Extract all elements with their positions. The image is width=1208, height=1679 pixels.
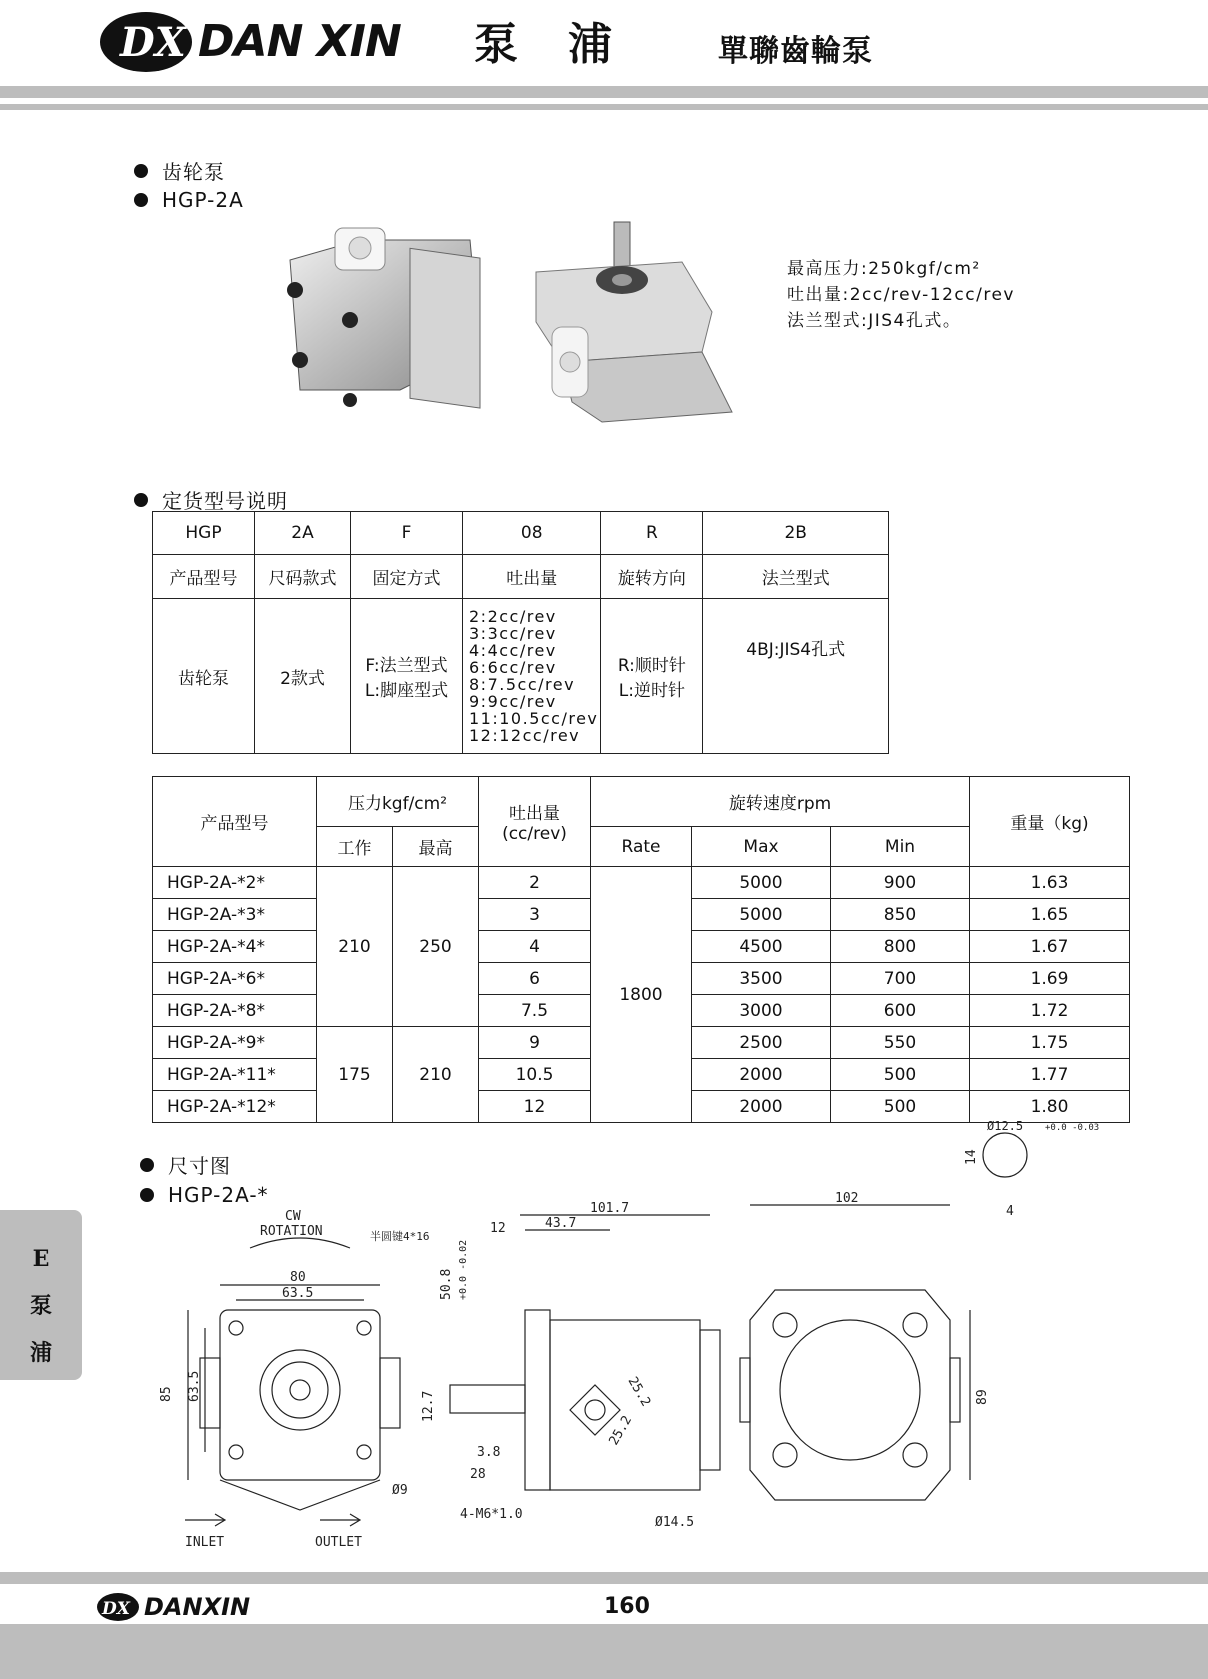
bullet-dimension-model: HGP-2A-*	[140, 1183, 269, 1207]
hdr-displacement: 吐出量 (cc/rev)	[479, 777, 591, 867]
svg-text:DX: DX	[102, 1599, 130, 1619]
bullet-dot-icon	[140, 1158, 154, 1172]
performance-table	[152, 776, 1130, 1123]
max-pressure-1: 250	[393, 867, 479, 1027]
hdr-speed-min: Min	[831, 827, 970, 867]
footer-band	[0, 1624, 1208, 1679]
pump-photo-side	[280, 220, 500, 420]
header-bar	[0, 86, 1208, 98]
side-tab: E 泵 浦	[0, 1210, 82, 1380]
value-flange: 4BJ:JIS4孔式	[703, 599, 889, 754]
svg-text:80: 80	[290, 1270, 306, 1285]
bullet-order-code: 定货型号说明	[134, 485, 288, 514]
svg-text:4: 4	[1006, 1204, 1014, 1219]
hdr-max: 最高	[393, 827, 479, 867]
label-cell: 固定方式	[351, 555, 463, 599]
code-cell: 2A	[255, 512, 351, 555]
label-cell: 旋转方向	[601, 555, 703, 599]
svg-text:INLET: INLET	[185, 1535, 225, 1550]
code-cell: HGP	[153, 512, 255, 555]
work-pressure-2: 175	[317, 1027, 393, 1123]
svg-text:CW: CW	[285, 1209, 301, 1224]
pump-photo-front	[532, 222, 742, 442]
value-rotation: R:顺时针 L:逆时针	[601, 599, 703, 754]
svg-text:25.2: 25.2	[624, 1374, 654, 1410]
svg-text:Ø14.5: Ø14.5	[655, 1515, 695, 1530]
svg-text:Ø12.5: Ø12.5	[987, 1119, 1024, 1133]
svg-text:OUTLET: OUTLET	[315, 1535, 362, 1550]
footer-bar	[0, 1572, 1208, 1584]
page-title: 泵浦	[474, 19, 662, 70]
value-displacement: 2:2cc/rev 3:3cc/rev 4:4cc/rev 6:6cc/rev 8:7.5cc/rev 9:9cc/rev 11:10.5cc/rev 12:12cc/rev	[463, 599, 601, 754]
svg-text:12: 12	[490, 1221, 506, 1236]
footer-logo-icon	[96, 1592, 140, 1622]
hdr-work: 工作	[317, 827, 393, 867]
svg-text:63.5: 63.5	[282, 1286, 314, 1301]
brand-name: DAN XIN	[198, 16, 401, 67]
table-row: HGP-2A-*2* 210 250 2 1800 5000 900 1.63	[153, 867, 1130, 899]
svg-text:半圆键4*16: 半圆键4*16	[370, 1230, 430, 1243]
svg-text:50.8: 50.8	[439, 1268, 454, 1300]
rotation-arrow	[250, 1238, 350, 1248]
label-row	[153, 555, 889, 599]
bullet-gear-pump: 齿轮泵	[134, 156, 225, 185]
value-size: 2款式	[255, 599, 351, 754]
code-cell: 08	[463, 512, 601, 555]
rear-view	[740, 1119, 1099, 1500]
table-row: HGP-2A-*9* 175 210 9 2500 550 1.75	[153, 1027, 1130, 1059]
hdr-rate: Rate	[591, 827, 692, 867]
svg-text:63.5: 63.5	[187, 1370, 202, 1402]
table-row: HGP-2A-*4* 4 4500 800 1.67	[153, 931, 1130, 963]
page-header	[0, 0, 1208, 112]
table-row: HGP-2A-*6* 6 3500 700 1.69	[153, 963, 1130, 995]
bullet-dot-icon	[134, 493, 148, 507]
table-row: HGP-2A-*3* 3 5000 850 1.65	[153, 899, 1130, 931]
svg-text:101.7: 101.7	[590, 1201, 630, 1216]
label-cell: 法兰型式	[703, 555, 889, 599]
table-row: HGP-2A-*8* 7.5 3000 600 1.72	[153, 995, 1130, 1027]
hdr-pressure: 压力kgf/cm²	[317, 777, 479, 827]
page-number: 160	[604, 1594, 650, 1619]
footer-brand: DANXIN	[144, 1593, 251, 1621]
outlet-arrow-icon	[320, 1514, 360, 1526]
logo-mark: DX	[120, 19, 186, 66]
bullet-dot-icon	[134, 193, 148, 207]
svg-text:28: 28	[470, 1467, 486, 1482]
value-product: 齿轮泵	[153, 599, 255, 754]
svg-text:4-M6*1.0: 4-M6*1.0	[460, 1507, 523, 1522]
table-row: HGP-2A-*11* 10.5 2000 500 1.77	[153, 1059, 1130, 1091]
bullet-model: HGP-2A	[134, 188, 244, 212]
spec-displacement: 吐出量:2cc/rev-12cc/rev	[787, 285, 1015, 305]
front-view	[159, 1209, 408, 1550]
label-cell: 吐出量	[463, 555, 601, 599]
svg-text:14: 14	[964, 1149, 979, 1165]
page-subtitle: 單聯齒輪泵	[718, 34, 873, 69]
bullet-dot-icon	[134, 164, 148, 178]
spec-summary	[787, 256, 1015, 334]
svg-text:Ø9: Ø9	[392, 1483, 408, 1498]
max-pressure-2: 210	[393, 1027, 479, 1123]
code-cell: 2B	[703, 512, 889, 555]
svg-text:25.2: 25.2	[606, 1413, 636, 1448]
svg-text:3.8: 3.8	[477, 1445, 501, 1460]
label-cell: 尺码款式	[255, 555, 351, 599]
code-cell: F	[351, 512, 463, 555]
svg-text:102: 102	[835, 1191, 859, 1206]
svg-text:43.7: 43.7	[545, 1216, 577, 1231]
table-row: HGP-2A-*12* 12 2000 500 1.80	[153, 1091, 1130, 1123]
label-cell: 产品型号	[153, 555, 255, 599]
order-code-table	[152, 511, 889, 754]
svg-text:+0.0 -0.03: +0.0 -0.03	[1045, 1123, 1100, 1133]
rate-rpm: 1800	[591, 867, 692, 1123]
hdr-speed: 旋转速度rpm	[591, 777, 970, 827]
code-row	[153, 512, 889, 555]
inlet-arrow-icon	[185, 1514, 225, 1526]
spec-flange: 法兰型式:JIS4孔式。	[787, 311, 962, 331]
hdr-speed-max: Max	[692, 827, 831, 867]
bullet-dimensions: 尺寸图	[140, 1150, 231, 1179]
svg-text:+0.0 -0.02: +0.0 -0.02	[458, 1239, 469, 1300]
value-mount: F:法兰型式 L:脚座型式	[351, 599, 463, 754]
footer-logo	[96, 1592, 250, 1622]
spec-pressure: 最高压力:250kgf/cm²	[787, 259, 981, 279]
hdr-weight: 重量（kg)	[970, 777, 1130, 867]
value-row	[153, 599, 889, 754]
work-pressure-1: 210	[317, 867, 393, 1027]
svg-text:89: 89	[975, 1389, 990, 1405]
side-view	[370, 1201, 720, 1530]
code-cell: R	[601, 512, 703, 555]
header-bar-thin	[0, 104, 1208, 110]
svg-text:12.7: 12.7	[421, 1390, 436, 1422]
svg-text:85: 85	[159, 1386, 174, 1402]
hdr-model: 产品型号	[153, 777, 317, 867]
svg-text:ROTATION: ROTATION	[260, 1224, 323, 1239]
